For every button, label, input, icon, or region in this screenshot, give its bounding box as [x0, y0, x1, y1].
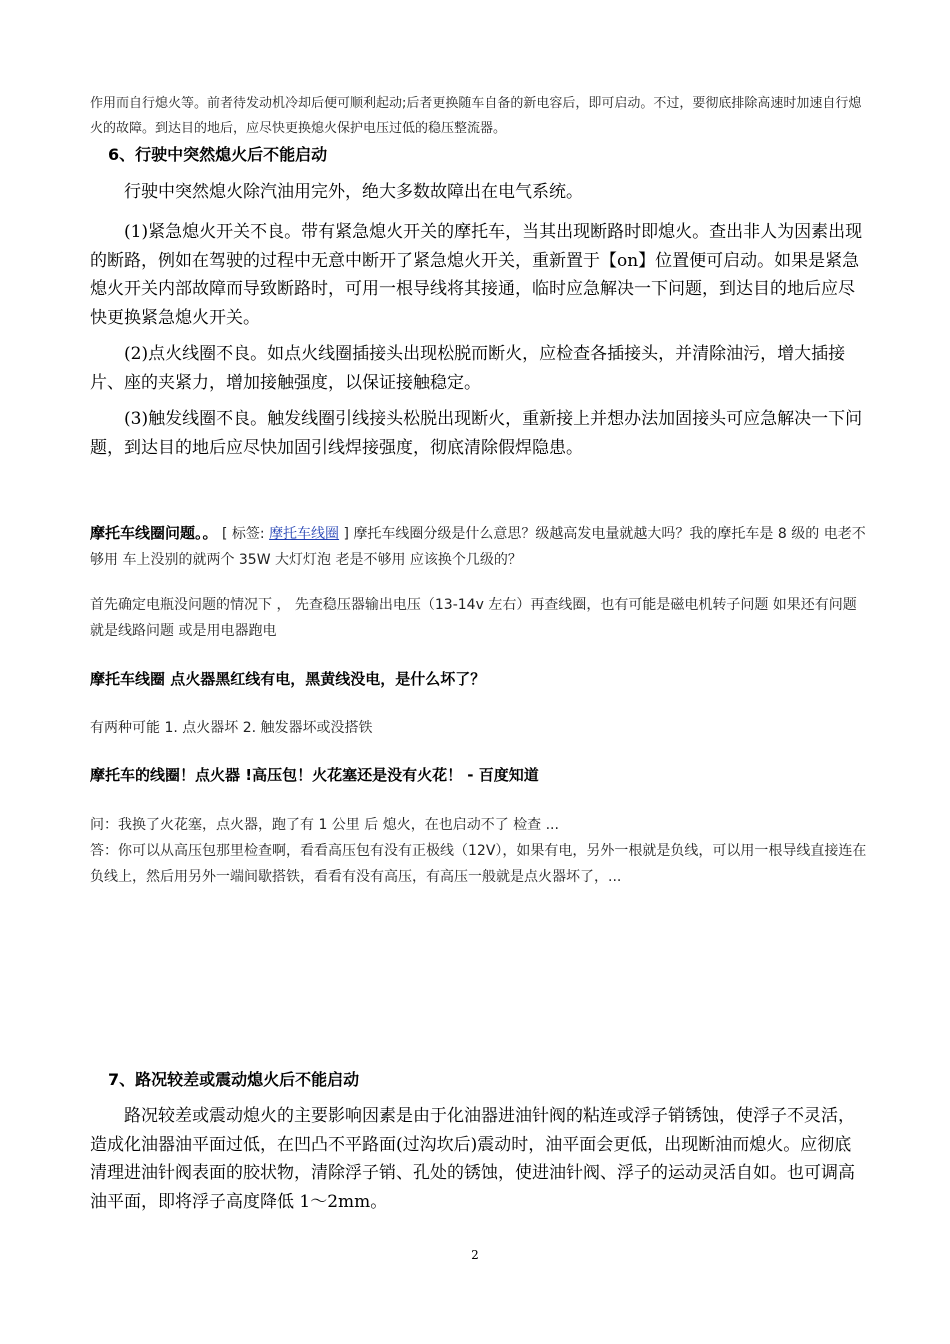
section-6-intro: 行驶中突然熄火除汽油用完外，绝大多数故障出在电气系统。	[124, 182, 583, 202]
qa-2-title: 摩托车线圈 点火器黑红线有电，黑黄线没电，是什么坏了？	[90, 670, 486, 688]
top-paragraph: 作用而自行熄火等。前者待发动机冷却后便可顺利起动;后者更换随车自备的新电容后，即可启动。不过，要彻底排除高速时加速自行熄火的故障。到达目的地后，应尽快更换熄火保护电压过低的稳压整流器。	[90, 96, 862, 136]
qa-3-answer: 答：你可以从高压包那里检查啊，看看高压包有没有正极线（12V），如果有电，另外一根就是负线，可以用一根导线直接连在负线上，然后用另外一端间歇搭铁，看看有没有高压，有高压一般就是点火器坏了，...	[90, 843, 867, 885]
qa-1-question: 摩托车线圈分级是什么意思？级越高发电量就越大吗？我的摩托车是 8 级的 电老不够用 车上没别的就两个 35W 大灯灯泡 老是不够用 应该换个几级的？	[90, 526, 866, 568]
section-6-heading: 6、行驶中突然熄火后不能启动	[108, 145, 328, 164]
section-7-heading: 7、路况较差或震动熄火后不能启动	[108, 1070, 360, 1089]
qa-1-block	[90, 520, 868, 573]
section-6-item-2: (2)点火线圈不良。如点火线圈插接头出现松脱而断火，应检查各插接头，并清除油污，增大插接片、座的夹紧力，增加接触强度，以保证接触稳定。	[90, 344, 846, 393]
section-6-item-1: (1)紧急熄火开关不良。带有紧急熄火开关的摩托车，当其出现断路时即熄火。查出非人为因素出现的断路，例如在驾驶的过程中无意中断开了紧急熄火开关，重新置于【on】位置便可启动。如果是紧急熄火开关内部故障而导致断路时，可用一根导线将其接通，临时应急解决一下问题，到达目的地后应尽快更换紧急熄火开关。	[90, 222, 863, 328]
qa-1-answer: 首先确定电瓶没问题的情况下 ， 先查稳压器输出电压（13-14v 左右）再查线圈，也有可能是磁电机转子问题 如果还有问题就是线路问题 或是用电器跑电	[90, 597, 857, 639]
qa-1-tag-suffix: ]	[343, 526, 349, 542]
page-number: 2	[471, 1248, 479, 1262]
section-7-body: 路况较差或震动熄火的主要影响因素是由于化油器进油针阀的粘连或浮子销锈蚀，使浮子不灵活，造成化油器油平面过低，在凹凸不平路面(过沟坎后)震动时，油平面会更低，出现断油而熄火。应彻底清理进油针阀表面的胶状物，清除浮子销、孔处的锈蚀，使进油针阀、浮子的运动灵活自如。也可调高油平面，即将浮子高度降低 1～2mm。	[90, 1106, 855, 1212]
qa-2-answer: 有两种可能 1. 点火器坏 2. 触发器坏或没搭铁	[90, 720, 373, 736]
qa-1-title: 摩托车线圈问题。。	[90, 524, 218, 542]
qa-1-tag-prefix: [ 标签:	[221, 526, 265, 542]
tag-link[interactable]: 摩托车线圈	[269, 526, 340, 542]
qa-3-title: 摩托车的线圈！点火器 !高压包！火花塞还是没有火花！ - 百度知道	[90, 766, 539, 784]
qa-3-question: 问：我换了火花塞，点火器，跑了有 1 公里 后 熄火，在也启动不了 检查 ...	[90, 817, 559, 833]
section-6-item-3: (3)触发线圈不良。触发线圈引线接头松脱出现断火，重新接上并想办法加固接头可应急解决一下问题，到达目的地后应尽快加固引线焊接强度，彻底清除假焊隐患。	[90, 409, 863, 458]
